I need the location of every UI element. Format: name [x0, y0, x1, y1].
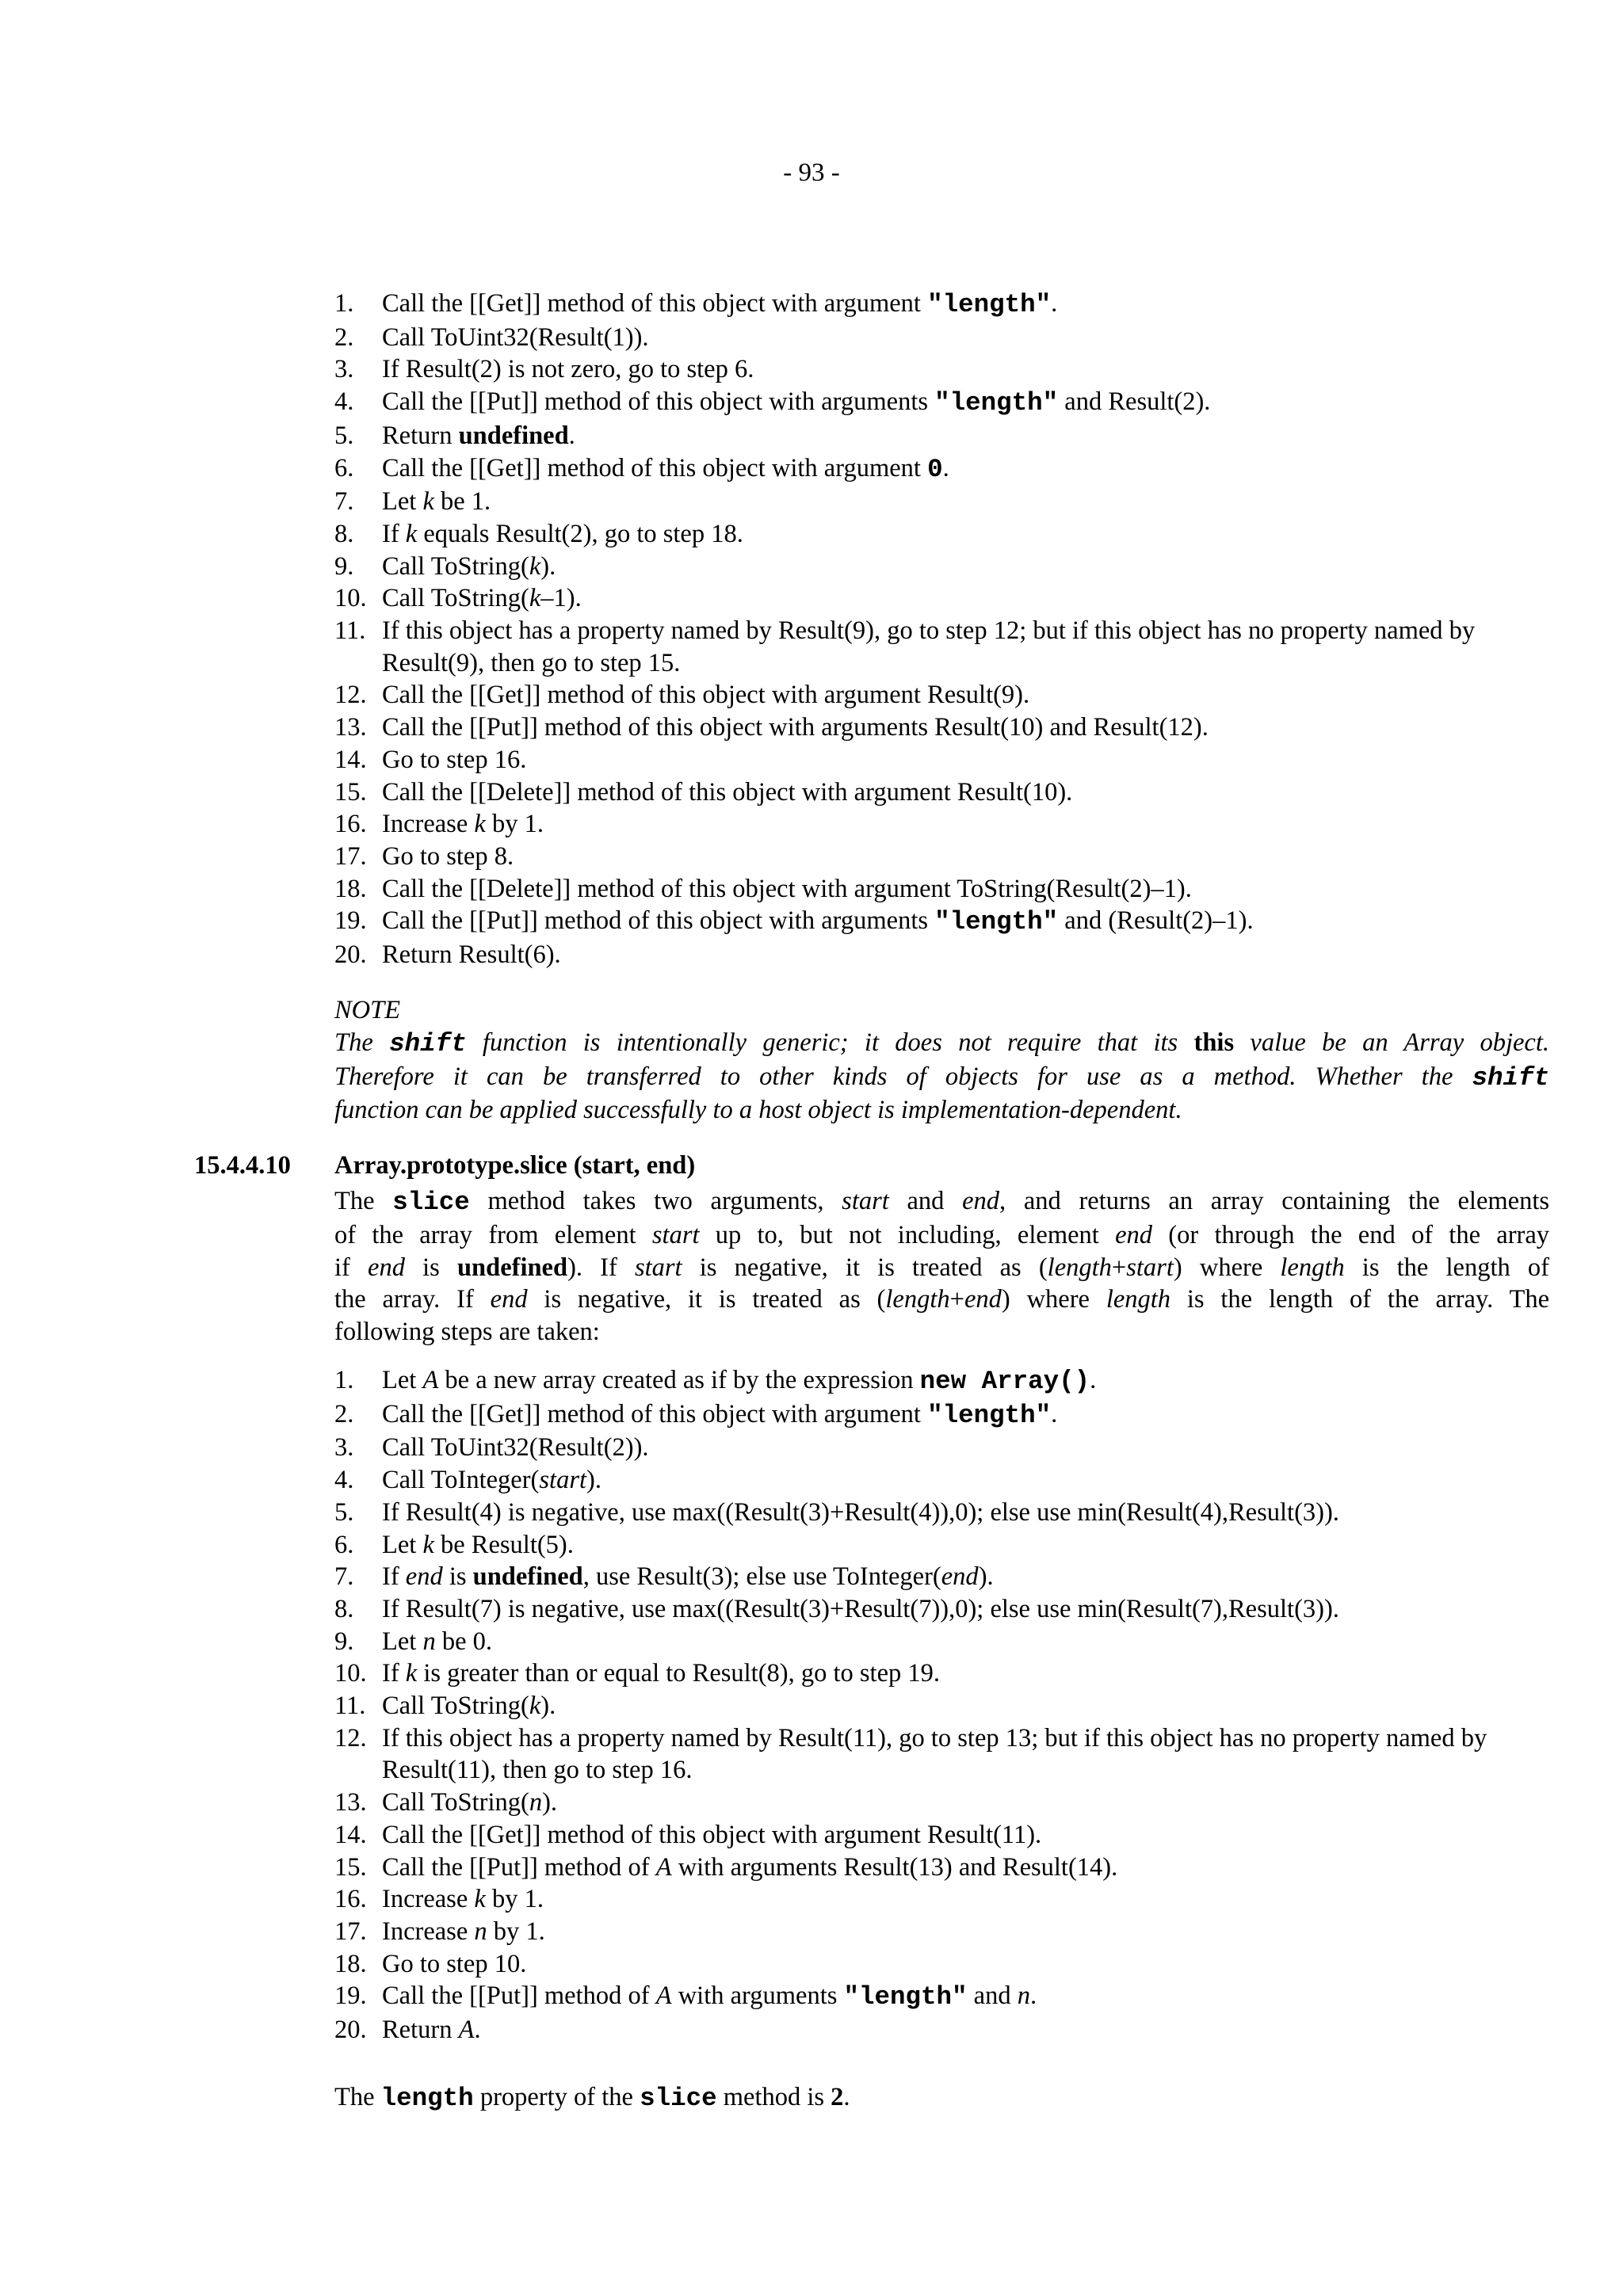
- list-item: [334, 1561, 1571, 1593]
- list-item: [334, 1464, 1571, 1497]
- list-item: [334, 551, 1571, 583]
- italic-term: length: [885, 1285, 950, 1314]
- step-text: Call the [[Get]] method of this object with argument "length".: [382, 289, 1058, 319]
- step-number: 14.: [334, 1820, 367, 1849]
- step-text: Call the [[Get]] method of this object with argument Result(9).: [382, 681, 1030, 710]
- step-number: 20.: [334, 940, 367, 970]
- step-text: Call the [[Put]] method of this object with arguments Result(10) and Result(12).: [382, 713, 1209, 742]
- step-number: 9.: [334, 1627, 354, 1656]
- step-number: 18.: [334, 874, 367, 903]
- step-number: 19.: [334, 1981, 367, 2011]
- step-number: 17.: [334, 1917, 367, 1946]
- step-number: 5.: [334, 421, 354, 450]
- step-number: 7.: [334, 487, 354, 517]
- list-item: [334, 873, 1571, 906]
- italic-term: n: [474, 1917, 487, 1946]
- step-text: If Result(2) is not zero, go to step 6.: [382, 355, 754, 384]
- step-text: Return A.: [382, 2016, 481, 2045]
- note-block: [334, 994, 1549, 1127]
- list-item: [334, 1916, 1571, 1948]
- italic-term: A: [655, 1852, 672, 1882]
- step-text: Call the [[Get]] method of this object with argument "length".: [382, 1399, 1058, 1430]
- section-heading: [194, 1150, 695, 1181]
- italic-term: k: [474, 810, 486, 839]
- step-text: If this object has a property named by Result(11), go to step 13; but if this object has no property named by Result(11), then go to step 16.: [382, 1723, 1487, 1785]
- list-item: [334, 1948, 1571, 1981]
- step-number: 15.: [334, 1852, 367, 1882]
- list-item: [334, 582, 1571, 615]
- note-label: NOTE: [334, 996, 401, 1024]
- code-term: "length": [934, 388, 1059, 418]
- list-item: [334, 1852, 1571, 1884]
- text-line: Therefore it can be transferred to other kinds of objects for use as a method. Whether the shift: [334, 1062, 1549, 1093]
- step-number: 4.: [334, 1466, 354, 1495]
- italic-term: n: [529, 1788, 543, 1817]
- step-text: Call the [[Delete]] method of this object with argument ToString(Result(2)–1).: [382, 874, 1192, 903]
- step-text: If Result(7) is negative, use max((Result(3)+Result(7)),0); else use min(Result(7),Result(3)).: [382, 1594, 1339, 1623]
- step-text: Call ToUint32(Result(2)).: [382, 1433, 649, 1463]
- section-number: 15.4.4.10: [194, 1151, 291, 1180]
- italic-term: A: [655, 1981, 672, 2011]
- list-item: [334, 1883, 1571, 1916]
- step-text: Call ToString(n).: [382, 1788, 558, 1817]
- step-text: If end is undefined, use Result(3); else use ToInteger(end).: [382, 1562, 994, 1592]
- italic-term: end: [1115, 1220, 1153, 1249]
- step-text: Call the [[Get]] method of this object with argument Result(11).: [382, 1820, 1042, 1849]
- italic-term: start: [539, 1466, 586, 1495]
- italic-term: length: [1106, 1285, 1171, 1314]
- step-number: 7.: [334, 1562, 354, 1592]
- step-text: Call the [[Delete]] method of this object with argument Result(10).: [382, 777, 1073, 807]
- italic-term: k: [474, 1885, 486, 1914]
- italic-term: length: [1280, 1253, 1345, 1282]
- list-item: [334, 1787, 1571, 1819]
- italic-term: k: [529, 551, 541, 581]
- slice-intro-paragraph: [334, 1185, 1549, 1348]
- step-text: Go to step 16.: [382, 745, 527, 774]
- step-text: Let k be 1.: [382, 487, 491, 517]
- step-text: Call ToString(k).: [382, 1691, 556, 1721]
- list-item: [334, 518, 1571, 551]
- step-number: 13.: [334, 1788, 367, 1817]
- length-property-sentence: The length property of the slice method is 2.: [334, 2083, 850, 2113]
- step-number: 19.: [334, 906, 367, 936]
- list-item: [334, 322, 1571, 354]
- list-item: [334, 288, 1571, 322]
- italic-term: n: [1017, 1981, 1030, 2011]
- italic-term: k: [422, 487, 434, 517]
- section-title: Array.prototype.slice (start, end): [334, 1151, 696, 1180]
- step-text: Call ToString(k–1).: [382, 584, 582, 613]
- list-item: [334, 679, 1571, 711]
- italic-term: A: [422, 1366, 439, 1394]
- list-item: [334, 939, 1571, 971]
- step-number: 13.: [334, 713, 367, 742]
- step-text: Let n be 0.: [382, 1627, 492, 1656]
- step-text: Go to step 8.: [382, 841, 514, 871]
- text-line: function can be applied successfully to a host object is implementation-dependent.: [334, 1096, 1182, 1125]
- step-text: Increase n by 1.: [382, 1917, 545, 1946]
- list-item: [334, 2014, 1571, 2046]
- list-item: [334, 1398, 1571, 1432]
- step-number: 17.: [334, 841, 367, 871]
- italic-term: start: [842, 1187, 889, 1215]
- step-text: Return Result(6).: [382, 940, 561, 970]
- list-item: [334, 452, 1571, 486]
- italic-term: length: [1047, 1253, 1112, 1282]
- step-text: Call the [[Put]] method of A with arguments Result(13) and Result(14).: [382, 1852, 1118, 1882]
- step-number: 18.: [334, 1949, 367, 1978]
- list-item: [334, 711, 1571, 744]
- code-term: "length": [843, 1982, 968, 2012]
- code-term: shift: [389, 1028, 467, 1058]
- step-text: Return undefined.: [382, 421, 575, 450]
- bold-term: undefined: [456, 1253, 568, 1282]
- code-term: shift: [1472, 1062, 1549, 1093]
- list-item: [334, 615, 1571, 679]
- step-text: Let k be Result(5).: [382, 1530, 574, 1559]
- italic-term: k: [405, 1659, 418, 1688]
- step-number: 16.: [334, 1885, 367, 1914]
- list-item: [334, 808, 1571, 841]
- text-line: the array. If end is negative, it is treated as (length+end) where length is the length of the array. The: [334, 1285, 1550, 1314]
- italic-term: k: [422, 1530, 434, 1559]
- step-number: 10.: [334, 584, 367, 613]
- list-item: [334, 1497, 1571, 1529]
- step-text: Increase k by 1.: [382, 1885, 544, 1914]
- italic-term: A: [458, 2016, 475, 2045]
- bold-term: this: [1193, 1028, 1235, 1057]
- step-number: 8.: [334, 1594, 354, 1623]
- step-text: Call the [[Put]] method of A with arguments "length" and n.: [382, 1981, 1037, 2012]
- text-line: if end is undefined). If start is negative, it is treated as (length+start) where length is the length of: [334, 1253, 1549, 1282]
- text-line: of the array from element start up to, but not including, element end (or through the end of the array: [334, 1220, 1550, 1249]
- step-text: Call the [[Get]] method of this object with argument 0.: [382, 453, 949, 484]
- code-term: length: [380, 2084, 474, 2113]
- step-number: 8.: [334, 519, 354, 548]
- code-term: "length": [934, 907, 1059, 937]
- italic-term: end: [941, 1562, 979, 1592]
- list-item: [334, 420, 1571, 452]
- bold-term: undefined: [458, 421, 569, 450]
- italic-term: end: [962, 1187, 1000, 1215]
- step-number: 12.: [334, 1723, 367, 1753]
- step-number: 11.: [334, 1691, 366, 1721]
- slice-steps-list: [334, 1364, 1571, 2046]
- code-term: "length": [927, 290, 1052, 319]
- step-text: If k is greater than or equal to Result(8), go to step 19.: [382, 1659, 940, 1688]
- bold-term: 2: [831, 2083, 844, 2111]
- step-text: Call the [[Put]] method of this object with arguments "length" and (Result(2)–1).: [382, 906, 1254, 937]
- italic-term: end: [490, 1285, 528, 1314]
- text-line: The slice method takes two arguments, start and end, and returns an array containing the elements: [334, 1187, 1550, 1217]
- step-number: 2.: [334, 322, 354, 352]
- italic-term: end: [964, 1285, 1002, 1314]
- list-item: [334, 1819, 1571, 1852]
- step-number: 3.: [334, 355, 354, 384]
- list-item: [334, 1980, 1571, 2014]
- step-text: Let A be a new array created as if by the expression new Array().: [382, 1366, 1097, 1396]
- text-line: The shift function is intentionally generic; it does not require that its this value be an Array object.: [334, 1028, 1550, 1058]
- step-number: 4.: [334, 387, 354, 417]
- italic-term: k: [529, 584, 541, 613]
- step-text: If k equals Result(2), go to step 18.: [382, 519, 743, 548]
- list-item: [334, 1364, 1571, 1398]
- step-number: 1.: [334, 1366, 354, 1394]
- italic-term: start: [1126, 1253, 1174, 1282]
- list-item: [334, 386, 1571, 420]
- list-item: [334, 1690, 1571, 1722]
- step-text: Call ToUint32(Result(1)).: [382, 322, 649, 352]
- step-number: 15.: [334, 777, 367, 807]
- step-text: If this object has a property named by Result(9), go to step 12; but if this object has no property named by Result(9), then go to step 15.: [382, 616, 1476, 677]
- step-number: 2.: [334, 1399, 354, 1428]
- note-text: [334, 1027, 1549, 1127]
- step-number: 6.: [334, 453, 354, 482]
- italic-term: n: [422, 1627, 436, 1656]
- italic-term: start: [651, 1220, 700, 1249]
- code-term: "length": [927, 1400, 1052, 1430]
- step-text: Call ToInteger(start).: [382, 1466, 601, 1495]
- list-item: [334, 776, 1571, 809]
- italic-term: k: [405, 519, 418, 548]
- list-item: [334, 1657, 1571, 1690]
- step-number: 1.: [334, 289, 354, 318]
- text-line: following steps are taken:: [334, 1318, 600, 1347]
- list-item: [334, 353, 1571, 386]
- italic-term: end: [405, 1562, 443, 1592]
- list-item: [334, 1432, 1571, 1464]
- step-number: 3.: [334, 1433, 354, 1463]
- list-item: [334, 1593, 1571, 1626]
- step-text: Call the [[Put]] method of this object with arguments "length" and Result(2).: [382, 387, 1211, 418]
- list-item: [334, 1626, 1571, 1658]
- list-item: [334, 486, 1571, 518]
- step-number: 9.: [334, 551, 354, 581]
- step-number: 5.: [334, 1497, 354, 1527]
- shift-steps-list: [334, 288, 1571, 971]
- step-number: 6.: [334, 1530, 354, 1559]
- step-text: Increase k by 1.: [382, 810, 544, 839]
- italic-term: end: [368, 1253, 405, 1282]
- bold-term: undefined: [472, 1562, 583, 1592]
- italic-term: start: [634, 1253, 682, 1282]
- step-number: 12.: [334, 681, 367, 710]
- step-text: Go to step 10.: [382, 1949, 527, 1978]
- step-number: 14.: [334, 745, 367, 774]
- step-text: Call ToString(k).: [382, 551, 556, 581]
- step-number: 10.: [334, 1659, 367, 1688]
- page-number: - 93 -: [783, 158, 840, 187]
- list-item: [334, 1529, 1571, 1562]
- step-text: If Result(4) is negative, use max((Result(3)+Result(4)),0); else use min(Result(4),Result(3)).: [382, 1497, 1339, 1527]
- code-term: slice: [392, 1188, 470, 1217]
- italic-term: k: [529, 1691, 541, 1721]
- list-item: [334, 744, 1571, 776]
- code-term: 0: [927, 454, 943, 484]
- list-item: [334, 1722, 1571, 1787]
- list-item: [334, 841, 1571, 873]
- step-number: 20.: [334, 2016, 367, 2045]
- step-number: 11.: [334, 616, 366, 646]
- code-term: slice: [640, 2084, 717, 2113]
- step-number: 16.: [334, 810, 367, 839]
- code-term: new Array(): [919, 1367, 1090, 1396]
- list-item: [334, 905, 1571, 939]
